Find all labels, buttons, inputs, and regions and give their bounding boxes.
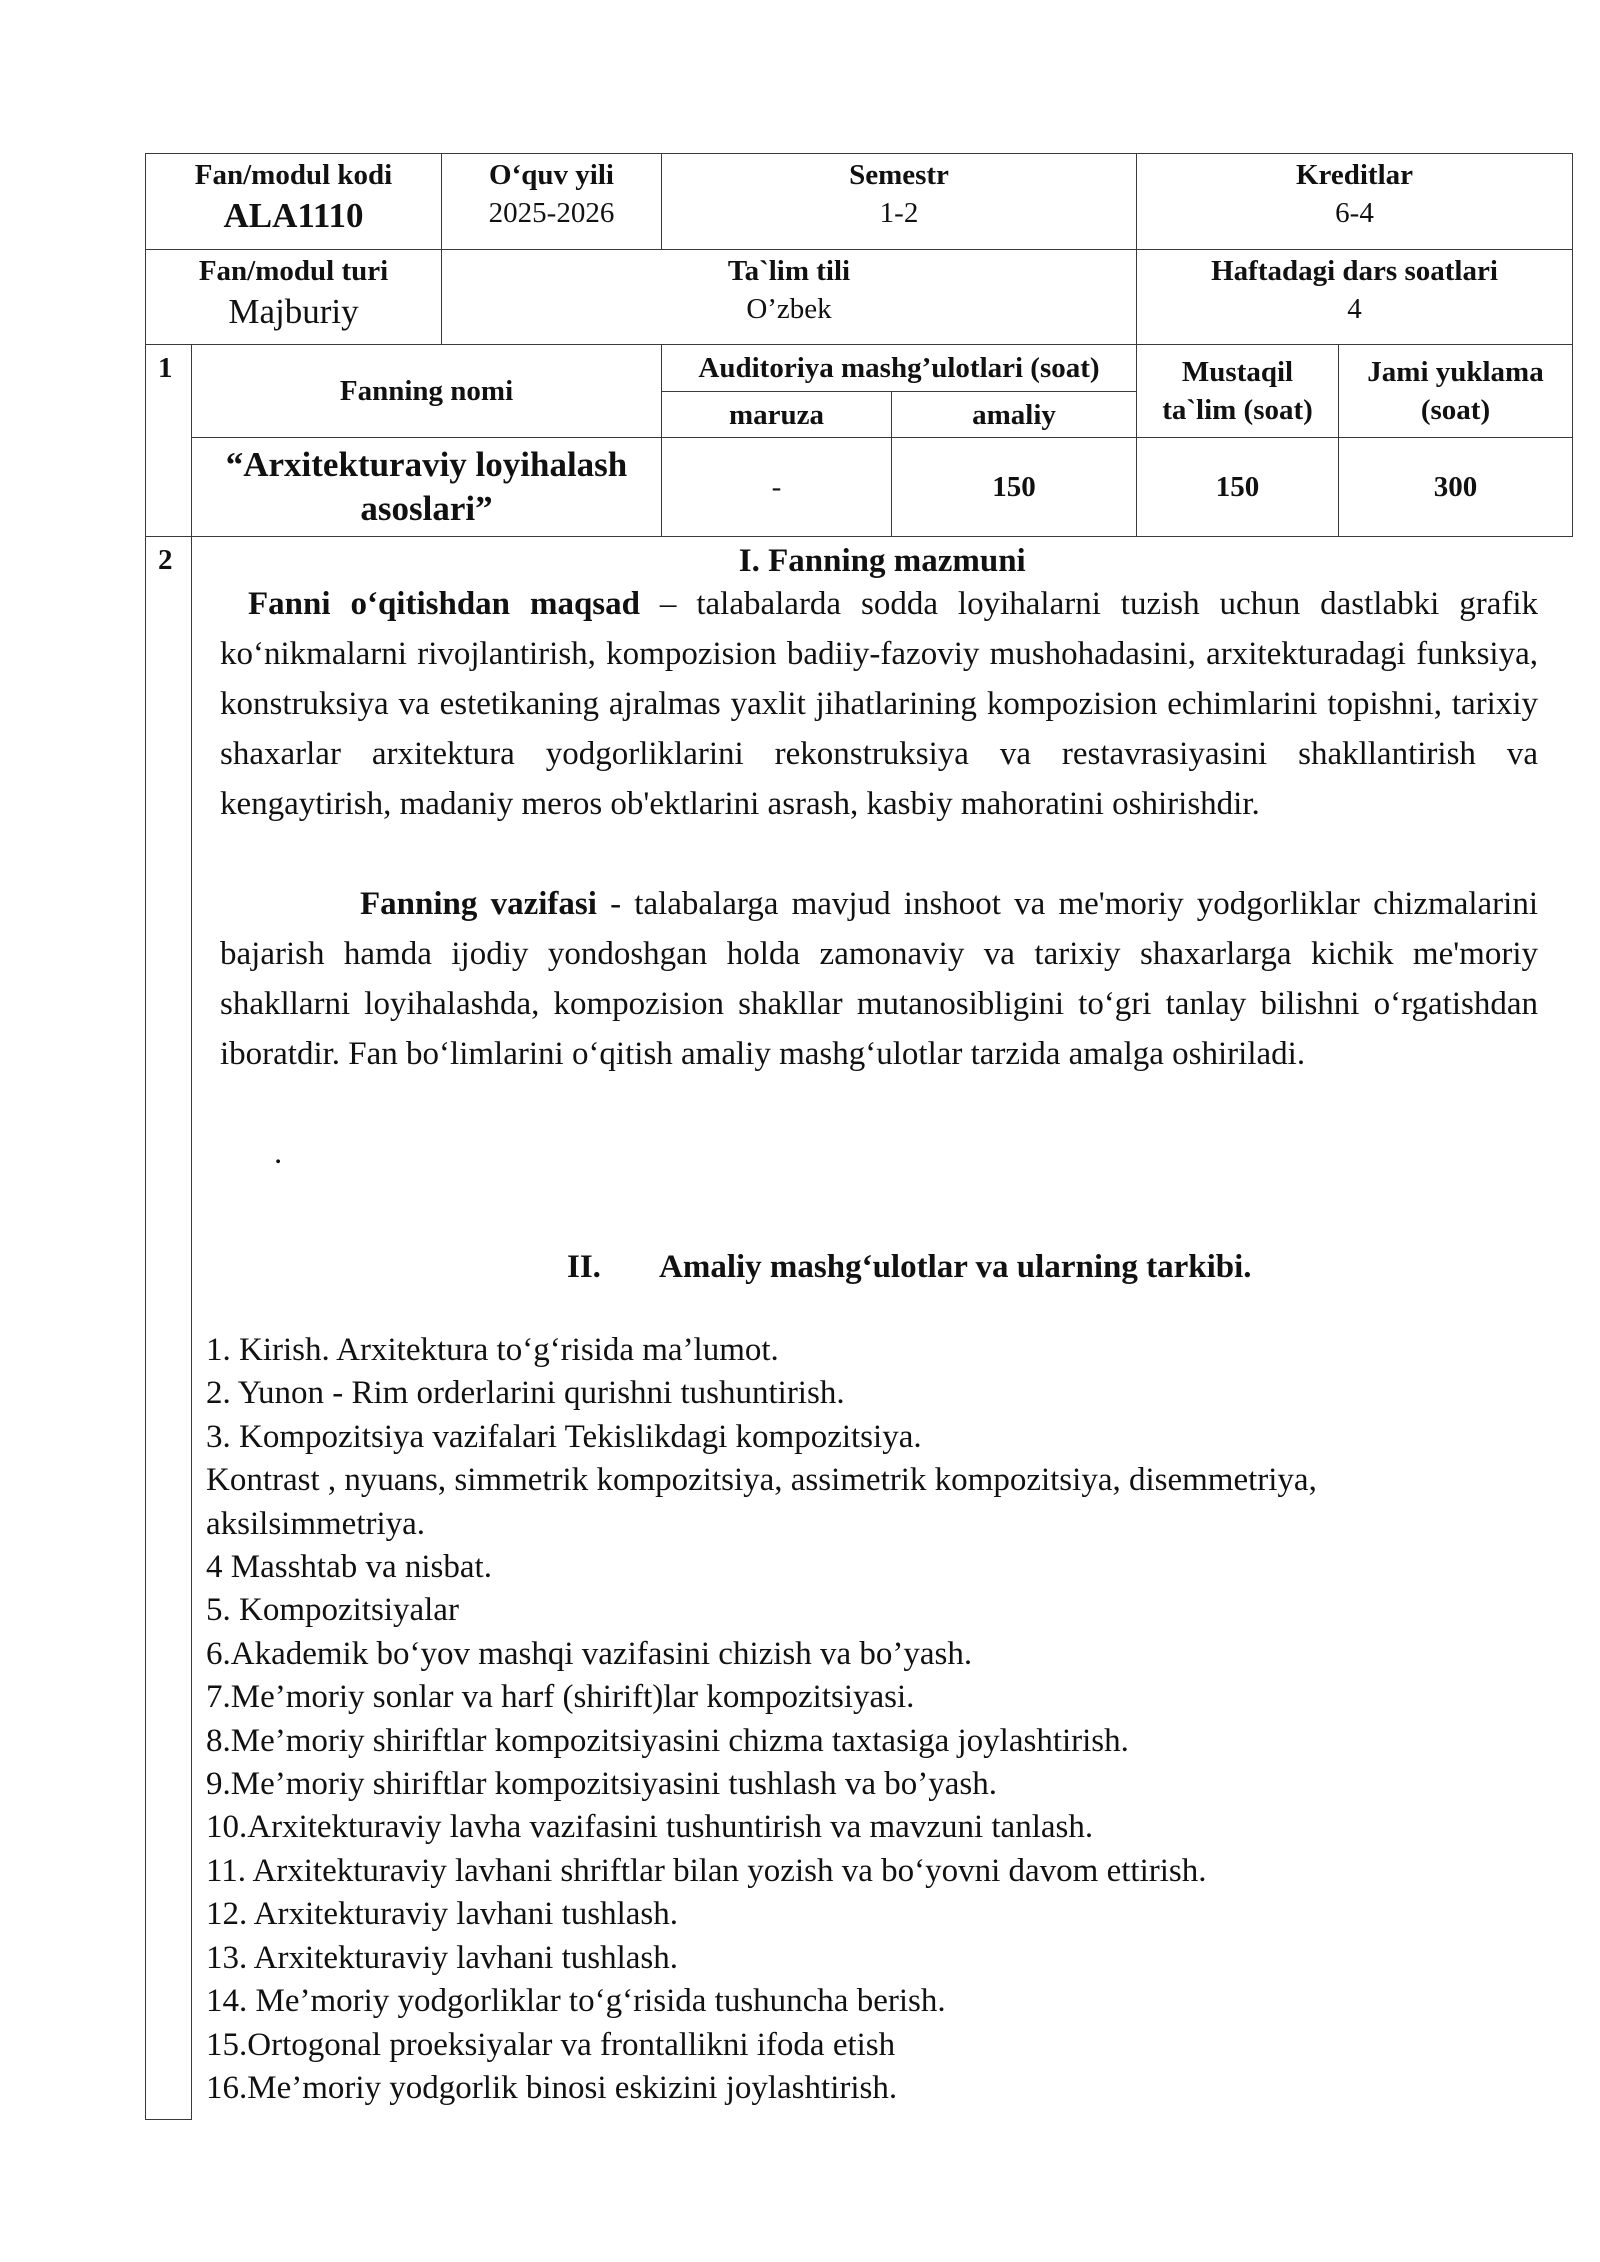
credits-value: 6-4 <box>1335 197 1374 229</box>
row-number-2: 2 <box>146 537 192 2120</box>
list-item: 10.Arxitekturaviy lavha vazifasini tushuntirish va mavzuni tanlash. <box>206 1809 1094 1846</box>
list-item: 9.Me’moriy shiriftlar kompozitsiyasini tushlash va bo’yash. <box>206 1766 997 1803</box>
weekly-hours-value: 4 <box>1347 293 1362 325</box>
list-item: 13. Arxitekturaviy lavhani tushlash. <box>206 1939 679 1976</box>
list-item: aksilsimmetriya. <box>206 1505 426 1542</box>
independent-value: 150 <box>1137 438 1339 537</box>
syllabus-table <box>145 153 1573 2120</box>
independent-label-line2: ta`lim (soat) <box>1162 394 1313 426</box>
subject-name-label: Fanning nomi <box>192 345 662 438</box>
content-cell <box>192 537 1573 2120</box>
practical-topics-list <box>206 1329 1546 2110</box>
section-1-title: I. Fanning mazmuni <box>738 543 1026 579</box>
list-item: 3. Kompozitsiya vazifalari Tekislikdagi kompozitsiya. <box>206 1418 922 1455</box>
task-paragraph <box>220 879 1538 1079</box>
code-value: ALA1110 <box>223 196 364 235</box>
total-label-line1: Jami yuklama <box>1367 356 1544 388</box>
total-label-line2: (soat) <box>1420 394 1491 426</box>
total-label-cell <box>1339 345 1573 438</box>
year-label: O‘quv yili <box>489 159 614 191</box>
list-item: 15.Ortogonal proeksiyalar va frontallikni ifoda etish <box>206 2026 896 2063</box>
language-label: Ta`lim tili <box>727 255 851 287</box>
goal-text: – talabalarda sodda loyihalarni tuzish uchun dastlabki grafik ko‘nikmalarni rivojlantirish, kompozision badiiy-fazoviy mushohadasini, arxitekturadagi funksiya, konstruksiya va estetikaning ajralmas yaxlit jihatlarining kompozision echimlarini topishni, tarixiy shaxarlar arxitektura yodgorliklarini rekonstruksiya va restavrasiyasini shakllantirish va kengaytirish, madaniy meros ob'ektlarini asrash, kasbiy mahoratini oshirishdir. <box>220 586 1538 822</box>
subject-name-cell <box>192 438 662 537</box>
semester-cell <box>662 154 1137 250</box>
subject-name-line2: asoslari” <box>360 489 493 528</box>
list-item: 8.Me’moriy shiriftlar kompozitsiyasini chizma taxtasiga joylashtirish. <box>206 1722 1129 1759</box>
practice-value: 150 <box>892 438 1137 537</box>
credits-cell <box>1137 154 1573 250</box>
total-value: 300 <box>1339 438 1573 537</box>
lecture-label: maruza <box>662 392 892 438</box>
goal-heading: Fanni o‘qitishdan maqsad <box>248 586 640 622</box>
list-item: 6.Akademik bo‘yov mashqi vazifasini chizish va bo’yash. <box>206 1635 973 1672</box>
type-value: Majburiy <box>228 292 359 331</box>
list-item: 14. Me’moriy yodgorliklar to‘g‘risida tushuncha berish. <box>206 1983 946 2020</box>
row-number-1: 1 <box>146 345 192 537</box>
lecture-value: - <box>662 438 892 537</box>
list-item: 16.Me’moriy yodgorlik binosi eskizini joylashtirish. <box>206 2069 898 2106</box>
list-item: 12. Arxitekturaviy lavhani tushlash. <box>206 1896 679 1933</box>
independent-label-cell <box>1137 345 1339 438</box>
list-item: 2. Yunon - Rim orderlarini qurishni tushuntirish. <box>206 1375 845 1412</box>
list-item: 11. Arxitekturaviy lavhani shriftlar bilan yozish va bo‘yovni davom ettirish. <box>206 1852 1207 1889</box>
section-2-roman: II. <box>567 1249 601 1285</box>
stray-dot: . <box>274 1135 283 1171</box>
semester-value: 1-2 <box>879 197 919 229</box>
auditorium-label: Auditoriya mashg’ulotlari (soat) <box>662 345 1137 392</box>
year-cell <box>442 154 662 250</box>
list-item: 1. Kirish. Arxitektura to‘g‘risida ma’lumot. <box>206 1332 779 1368</box>
task-text: - talabalarga mavjud inshoot va me'moriy yodgorliklar chizmalarini bajarish hamda ijodiy yondoshgan holda zamonaviy va tarixiy shaxarlarga kichik me'moriy shakllarni loyihalashda, kompozision shakllar mutanosibligini to‘gri tanlay bilishni o‘rgatishdan iboratdir. Fan bo‘limlarini o‘qitish amaliy mashg‘ulotlar tarzida amalga oshiriladi. <box>220 886 1539 1072</box>
task-heading: Fanning vazifasi <box>360 886 597 922</box>
list-item: 4 Masshtab va nisbat. <box>206 1549 492 1586</box>
goal-paragraph <box>220 579 1538 829</box>
semester-label: Semestr <box>849 159 949 191</box>
credits-label: Kreditlar <box>1295 159 1414 191</box>
code-cell <box>146 154 442 250</box>
language-cell <box>442 250 1137 345</box>
independent-label-line1: Mustaqil <box>1181 356 1294 388</box>
code-label: Fan/modul kodi <box>194 159 393 191</box>
year-value: 2025-2026 <box>488 197 615 229</box>
list-item: 7.Me’moriy sonlar va harf (shirift)lar kompozitsiyasi. <box>206 1679 915 1716</box>
list-item: 5. Kompozitsiyalar <box>206 1592 459 1629</box>
type-cell <box>146 250 442 345</box>
language-value: O’zbek <box>746 293 832 325</box>
content-area <box>192 537 1573 2119</box>
weekly-hours-cell <box>1137 250 1573 345</box>
subject-name-line1: “Arxitekturaviy loyihalash <box>225 445 628 484</box>
section-2-title: Amaliy mashg‘ulotlar va ularning tarkibi. <box>659 1249 1252 1285</box>
list-item: Kontrast , nyuans, simmetrik kompozitsiya, assimetrik kompozitsiya, disemmetriya, <box>206 1462 1317 1499</box>
type-label: Fan/modul turi <box>198 255 389 287</box>
weekly-hours-label: Haftadagi dars soatlari <box>1211 255 1498 287</box>
practice-label: amaliy <box>892 392 1137 438</box>
